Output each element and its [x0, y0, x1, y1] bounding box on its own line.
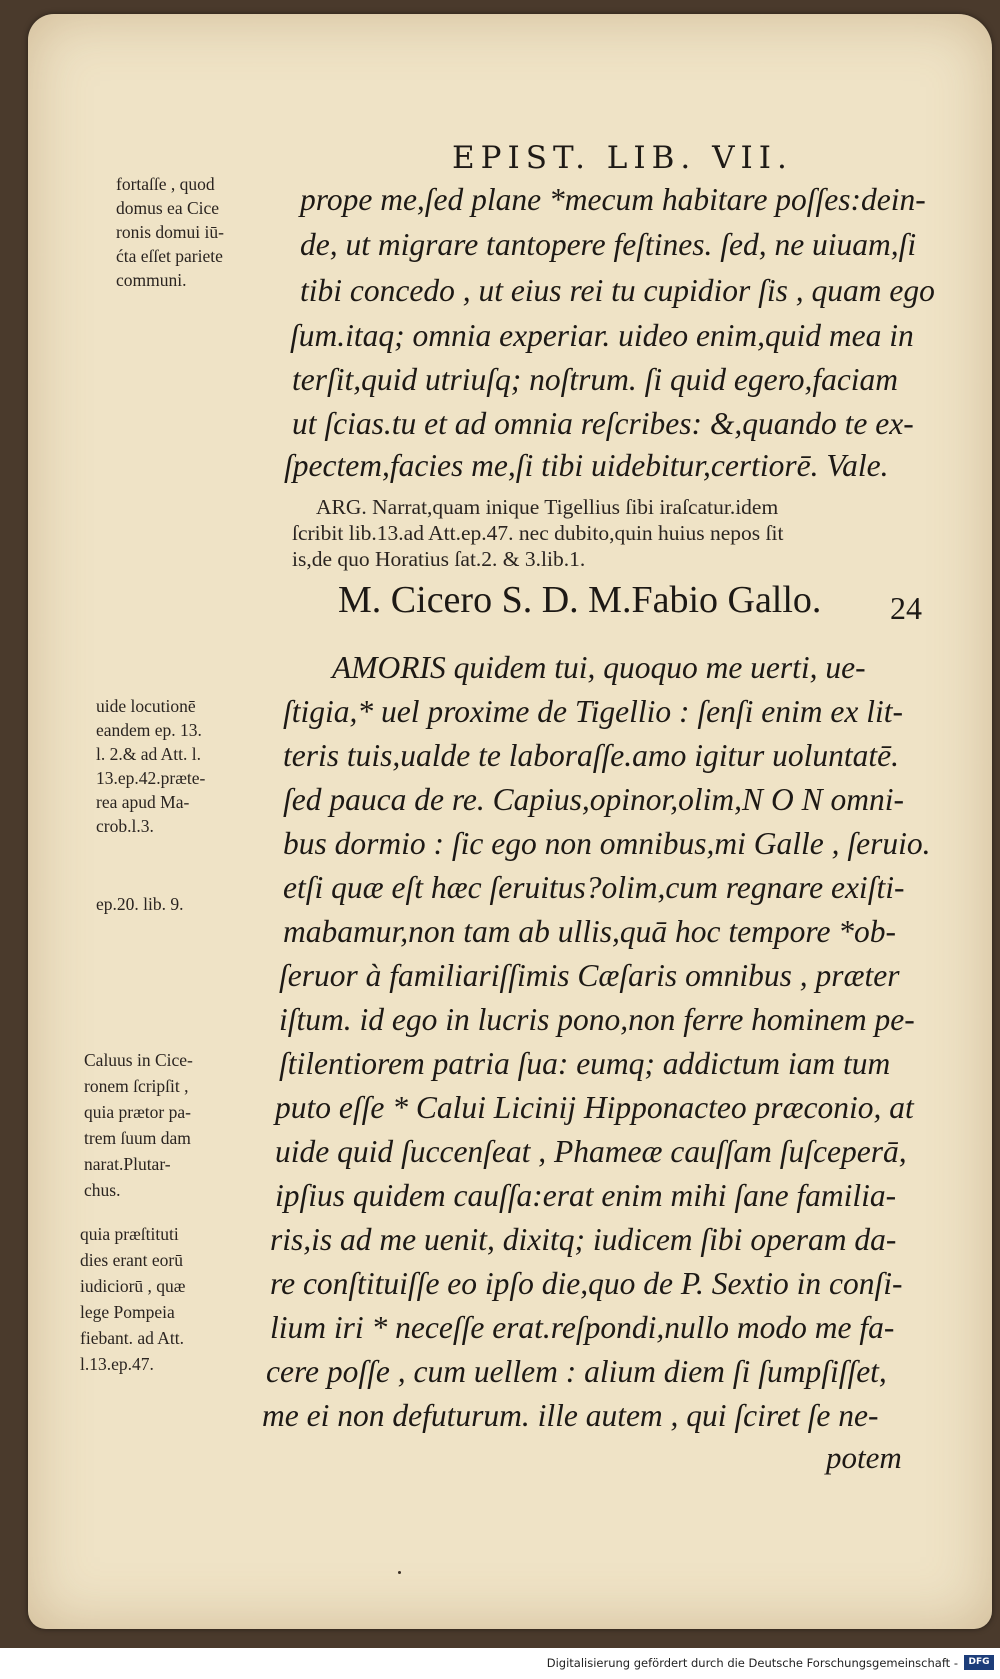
text-line: cere poſſe , cum uellem : alium diem ſi ſumpſiſſet,: [266, 1354, 887, 1389]
text-line: etſi quæ eſt hæc ſeruitus?olim,cum regnare exiſti-: [283, 870, 905, 905]
running-head: EPIST. LIB. VII.: [452, 140, 793, 176]
text-line: terſit,quid utriuſq; noſtrum. ſi quid egero,faciam: [292, 362, 899, 397]
margin-note: ćta eſſet pariete: [116, 246, 223, 266]
epistle-number: 24: [890, 590, 922, 626]
text-line: ſtigia,* uel proxime de Tigellio : ſenſi enim ex lit-: [283, 694, 903, 729]
letter-heading: M. Cicero S. D. M.Fabio Gallo.: [338, 579, 822, 621]
text-line: puto eſſe * Calui Licinij Hipponacteo præconio, at: [275, 1090, 914, 1125]
text-line: me ei non defuturum. ille autem , qui ſciret ſe ne-: [262, 1398, 879, 1433]
text-line: ſpectem,facies me,ſi tibi uidebitur,certiorē. Vale.: [284, 448, 889, 483]
text-line: mabamur,non tam ab ullis,quā hoc tempore *ob-: [283, 914, 897, 949]
text-line: AMORIS quidem tui, quoquo me uerti, ue-: [332, 650, 866, 685]
margin-note: fortaſſe , quod: [116, 174, 215, 194]
text-line: prope me,ſed plane *mecum habitare poſſes:dein-: [300, 182, 926, 217]
argument-line: ARG. Narrat,quam inique Tigellius ſibi iraſcatur.idem: [316, 495, 779, 519]
text-line: iſtum. id ego in lucris pono,non ferre hominem pe-: [279, 1002, 915, 1037]
text-line: ut ſcias.tu et ad omnia reſcribes: &,quando te ex-: [292, 406, 914, 441]
margin-note: iudiciorū , quæ: [80, 1276, 186, 1296]
text-line: ſum.itaq; omnia experiar. uideo enim,quid mea in: [290, 318, 914, 353]
margin-note: uide locutionē: [96, 696, 196, 716]
argument-line: is,de quo Horatius ſat.2. & 3.lib.1.: [292, 547, 586, 571]
margin-note: dies erant eorū: [80, 1250, 184, 1270]
text-line: ſtilentiorem patria ſua: eumq; addictum iam tum: [279, 1046, 891, 1081]
margin-note: l.13.ep.47.: [80, 1354, 154, 1374]
text-line: bus dormio : ſic ego non omnibus,mi Galle , ſeruio.: [283, 826, 931, 861]
text-line: re conſtituiſſe eo ipſo die,quo de P. Sextio in conſi-: [270, 1266, 903, 1301]
text-line: ipſius quidem cauſſa:erat enim mihi ſane familia-: [275, 1178, 897, 1213]
margin-note: fiebant. ad Att.: [80, 1328, 185, 1348]
margin-note: trem ſuum dam: [84, 1128, 191, 1148]
margin-note: communi.: [116, 270, 187, 290]
catchword: potem: [826, 1440, 902, 1475]
margin-note: ronem ſcripſit ,: [84, 1076, 189, 1096]
margin-note: Caluus in Cice-: [84, 1050, 193, 1070]
margin-note: quia prætor pa-: [84, 1102, 191, 1122]
text-line: ſeruor à familiariſſimis Cæſaris omnibus , præter: [279, 958, 900, 993]
text-line: lium iri * neceſſe erat.reſpondi,nullo modo me fa-: [270, 1310, 895, 1345]
text-line: teris tuis,ualde te laboraſſe.amo igitur uoluntatē.: [283, 738, 899, 773]
text-line: ſed pauca de re. Capius,opinor,olim,N O N omni-: [283, 782, 904, 817]
margin-note: domus ea Cice: [116, 198, 220, 218]
margin-note: l. 2.& ad Att. l.: [96, 744, 201, 764]
margin-note: chus.: [84, 1180, 121, 1200]
margin-note: lege Pompeia: [80, 1302, 175, 1322]
text-line: uide quid ſuccenſeat , Phameæ cauſſam ſuſceperā,: [275, 1134, 907, 1169]
argument-line: ſcribit lib.13.ad Att.ep.47. nec dubito,quin huius nepos ſit: [292, 521, 784, 545]
margin-note: 13.ep.42.præte-: [96, 768, 206, 788]
margin-note: rea apud Ma-: [96, 792, 190, 812]
ink-speck: [398, 1571, 401, 1574]
text-line: ris,is ad me uenit, dixitq; iudicem ſibi operam da-: [270, 1222, 897, 1257]
text-line: tibi concedo , ut eius rei tu cupidior ſis , quam ego: [300, 273, 935, 308]
margin-note: ep.20. lib. 9.: [96, 894, 184, 914]
margin-note: quia præſtituti: [80, 1224, 179, 1244]
footer-credit: Digitalisierung gefördert durch die Deutsche Forschungsgemeinschaft -: [546, 1656, 958, 1670]
margin-note: narat.Plutar-: [84, 1154, 171, 1174]
margin-note: ronis domui iū-: [116, 222, 224, 242]
dfg-logo: DFG: [964, 1655, 994, 1670]
text-line: de, ut migrare tantopere feſtines. ſed, ne uiuam,ſi: [300, 227, 917, 262]
margin-note: eandem ep. 13.: [96, 720, 202, 740]
margin-note: crob.l.3.: [96, 816, 154, 836]
